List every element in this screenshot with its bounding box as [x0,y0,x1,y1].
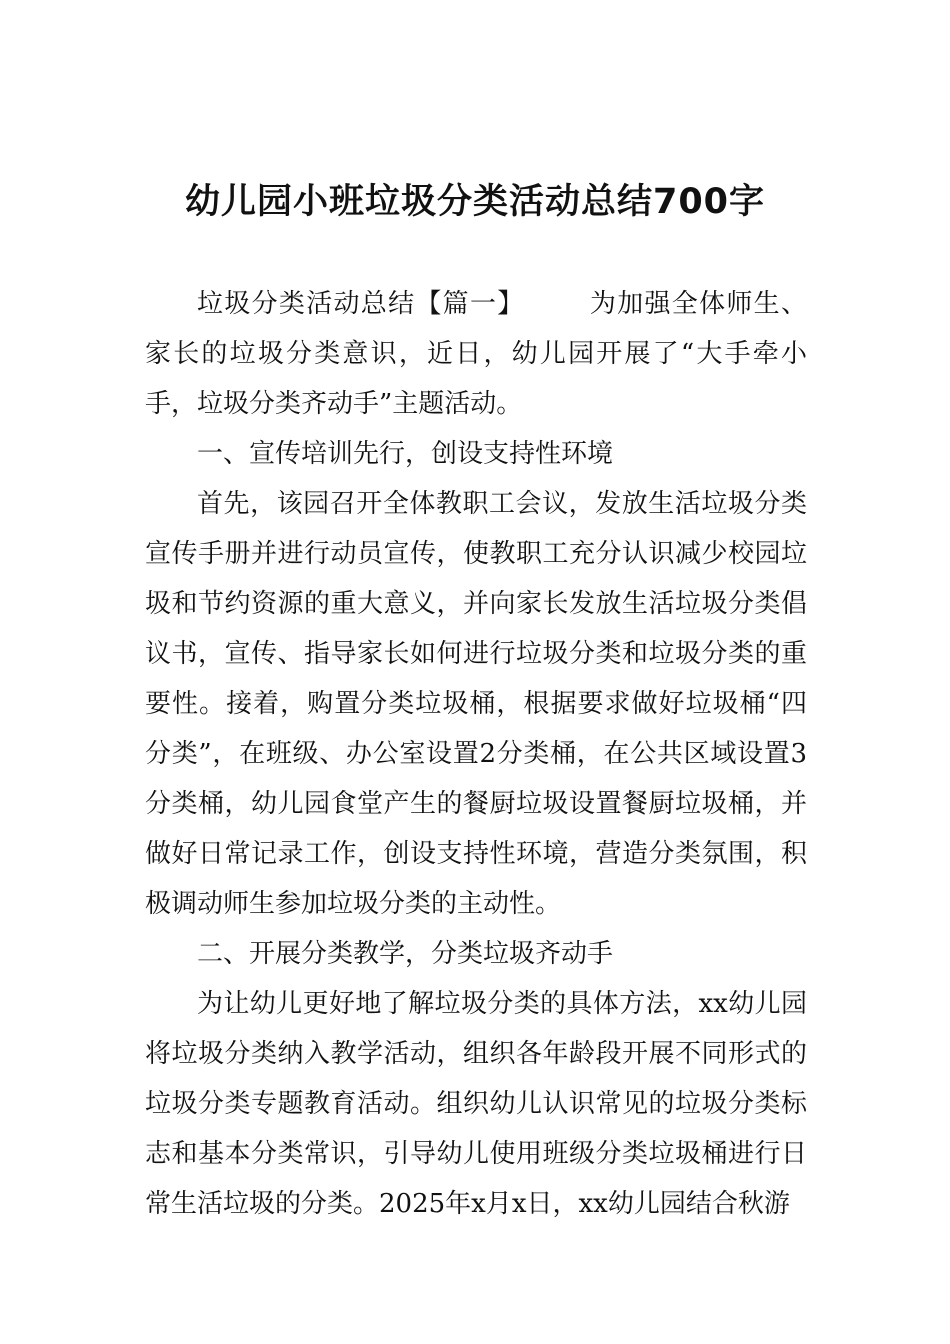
paragraph-intro [145,279,807,429]
paragraph-section-2: 为让幼儿更好地了解垃圾分类的具体方法，xx幼儿园将垃圾分类纳入教学活动，组织各年龄段开展不同形式的垃圾分类专题教育活动。组织幼儿认识常见的垃圾分类标志和基本分类常识，引导幼儿使用班级分类垃圾桶进行日常生活垃圾的分类。2025年x月x日，xx幼儿园结合秋游 [145,989,807,1219]
section-heading-1: 一、宣传培训先行，创设支持性环境 [197,439,614,469]
document-title: 幼儿园小班垃圾分类活动总结700字 [184,182,766,222]
paragraph-section-1: 首先，该园召开全体教职工会议，发放生活垃圾分类宣传手册并进行动员宣传，使教职工充分认识减少校园垃圾和节约资源的重大意义，并向家长发放生活垃圾分类倡议书，宣传、指导家长如何进行垃圾分类和垃圾分类的重要性。接着，购置分类垃圾桶，根据要求做好垃圾桶“四分类”，在班级、办公室设置2分类桶，在公共区域设置3分类桶，幼儿园食堂产生的餐厨垃圾设置餐厨垃圾桶，并做好日常记录工作，创设支持性环境，营造分类氛围，积极调动师生参加垃圾分类的主动性。 [145,489,807,919]
document-body [145,279,807,1229]
section-heading-2: 二、开展分类教学，分类垃圾齐动手 [197,939,614,969]
section-heading-part-one: 垃圾分类活动总结【篇一】 [197,289,525,319]
intro-text: 为加强全体师生、家长的垃圾分类意识，近日，幼儿园开展了“大手牵小手，垃圾分类齐动手”主题活动。 [145,289,807,419]
